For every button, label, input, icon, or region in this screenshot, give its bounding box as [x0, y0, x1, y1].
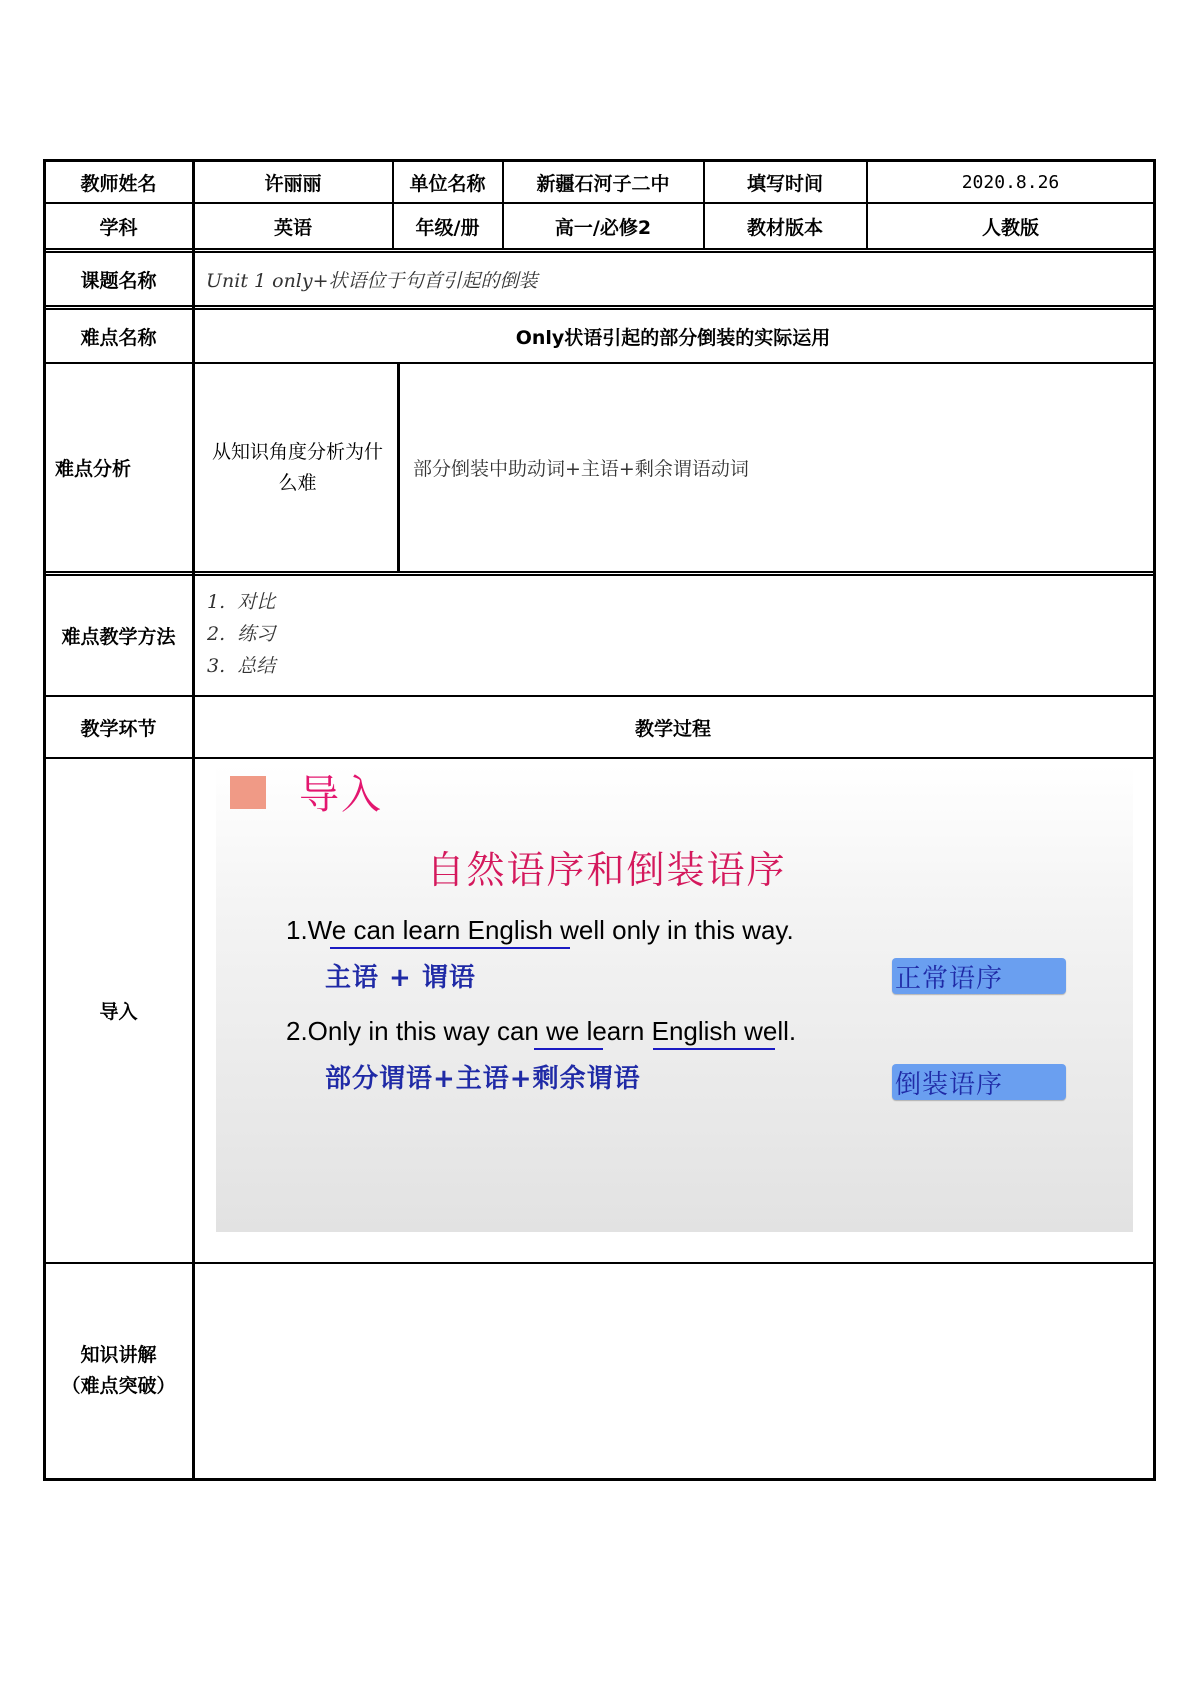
methods-list: [207, 586, 275, 682]
slide-title: 自然语序和倒装语序: [426, 848, 787, 892]
example-sentence-1: 1.We can learn English well only in this way.: [286, 915, 794, 945]
sentence-1-note: 主语 + 谓语: [325, 963, 476, 993]
edition-label: 教材版本: [746, 216, 823, 239]
difficulty-value: Only状语引起的部分倒装的实际运用: [515, 326, 831, 349]
fill-date-value: 2020.8.26: [961, 171, 1060, 193]
fill-date-label: 填写时间: [746, 172, 823, 195]
remaining-predicate-underline: [653, 1048, 775, 1050]
knowledge-label-line-1: 知识讲解: [80, 1343, 157, 1366]
subject-predicate-underline: [330, 947, 570, 949]
methods-label: 难点教学方法: [61, 626, 176, 648]
topic-label: 课题名称: [80, 269, 157, 292]
unit-name-value: 新疆石河子二中: [536, 172, 670, 195]
knowledge-label: [45, 1263, 192, 1478]
analysis-value: 部分倒装中助动词+主语+剩余谓语动词: [413, 458, 749, 480]
sentence-2-note: 部分谓语+主语+剩余谓语: [325, 1064, 641, 1094]
subject-label: 学科: [99, 216, 138, 239]
list-item: 1. 对比: [207, 591, 276, 613]
square-bullet-icon: [230, 776, 266, 809]
inverted-order-tag: 倒装语序: [892, 1064, 1066, 1100]
auxiliary-underline: [534, 1048, 603, 1050]
teacher-name-value: 许丽丽: [264, 172, 322, 195]
slide-heading: 导入: [299, 772, 383, 818]
knowledge-content-cell: [194, 1263, 1152, 1478]
stage-label: 教学环节: [80, 717, 157, 740]
edition-value: 人教版: [981, 216, 1039, 239]
list-item: 2. 练习: [207, 623, 276, 645]
analysis-label: 难点分析: [55, 458, 132, 480]
intro-label: 导入: [99, 1001, 138, 1023]
subject-value: 英语: [273, 216, 312, 239]
process-label: 教学过程: [634, 717, 711, 740]
analysis-sub-label: 从知识角度分析为什么难: [211, 440, 383, 494]
knowledge-label-line-2: （难点突破）: [61, 1374, 176, 1397]
topic-value: Unit 1 only+状语位于句首引起的倒装: [206, 269, 538, 292]
example-sentence-2: 2.Only in this way can we learn English well.: [286, 1016, 797, 1046]
intro-slide-image: [216, 765, 1133, 1232]
normal-order-tag: 正常语序: [892, 958, 1066, 994]
difficulty-label: 难点名称: [80, 326, 157, 349]
teacher-name-label: 教师姓名: [80, 172, 157, 195]
list-item: 3. 总结: [207, 655, 276, 677]
grade-value: 高一/必修2: [554, 216, 652, 239]
grade-label: 年级/册: [415, 216, 480, 239]
unit-name-label: 单位名称: [409, 172, 486, 195]
